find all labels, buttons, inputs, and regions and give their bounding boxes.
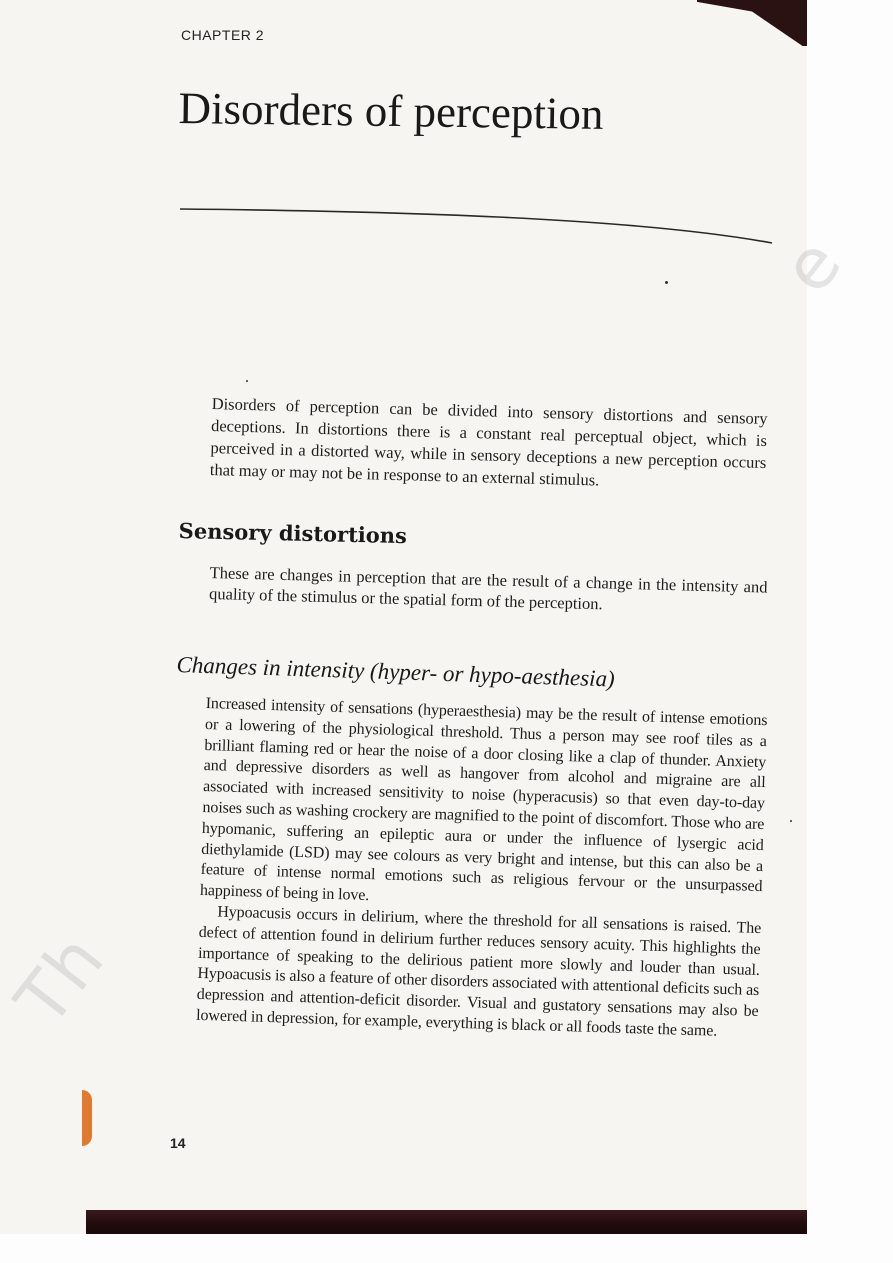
scan-speck	[246, 380, 248, 382]
sensory-distortions-paragraph: These are changes in perception that are the result of a change in the intensity and quality of the stimulus or the spatial form of the perception.	[208, 562, 768, 614]
watermark-right: e	[765, 223, 858, 309]
section-heading-sensory-distortions: Sensory distortions	[178, 518, 408, 549]
scan-edge-bottom	[86, 1210, 807, 1234]
chapter-label: CHAPTER 2	[181, 27, 265, 43]
intro-paragraph: Disorders of perception can be divided into sensory distortions and sensory deceptions. In distortions there is a constant real perceptual object, which is perceived in a distorted way, while in sensory deceptions a new perception occurs that may or may not be in response to an external stimulus.	[209, 393, 768, 490]
page-number: 14	[170, 1135, 186, 1151]
chapter-title: Disorders of perception	[178, 82, 604, 139]
sensory-distortions-block	[209, 562, 768, 619]
scan-speck	[665, 281, 668, 284]
intensity-paragraph-2: Hypoacusis occurs in delirium, where the threshold for all sensations is raised. The defect of attention found in delirium further reduces sensory acuity. This highlights the importance of speaking to the delirious patient more slowly and louder than usual. Hypoacusis is also a feature of other disorders associated with attentional deficits such as depression and attention-deficit disorder. Visual and gustatory sensations may also be lowered in depression, for example, everything is black or all foods taste the same.	[195, 903, 762, 1040]
title-divider	[180, 205, 780, 250]
page-margin-bottom	[0, 1234, 893, 1263]
intensity-block	[196, 694, 768, 1044]
page-tab-marker	[82, 1090, 92, 1146]
scan-edge-top	[697, 0, 807, 46]
watermark-left: Th	[0, 918, 121, 1041]
page-margin-right	[807, 0, 893, 1263]
intro-block	[210, 393, 768, 496]
subsection-heading-intensity: Changes in intensity (hyper- or hypo-aesthesia)	[176, 652, 616, 692]
intensity-paragraph-1: Increased intensity of sensations (hyperaesthesia) may be the result of intense emotions or a lowering of the physiological threshold. Thus a person may see roof tiles as a brilliant flaming red or hear the noise of a door closing like a clap of thunder. Anxiety and depressive disorders as well as hangover from alcohol and migraine are all associated with increased sensitivity to noise (hyperacusis) so that even day-to-day noises such as washing crockery are magnified to the point of discomfort. Those who are hypomanic, suffering an epileptic aura or under the influence of lysergic acid diethylamide (LSD) may see colours as very bright and intense, but this can also be a feature of intense normal emotions such as religious fervour or the unsurpassed happiness of being in love.	[199, 694, 768, 905]
scan-speck	[790, 820, 792, 822]
